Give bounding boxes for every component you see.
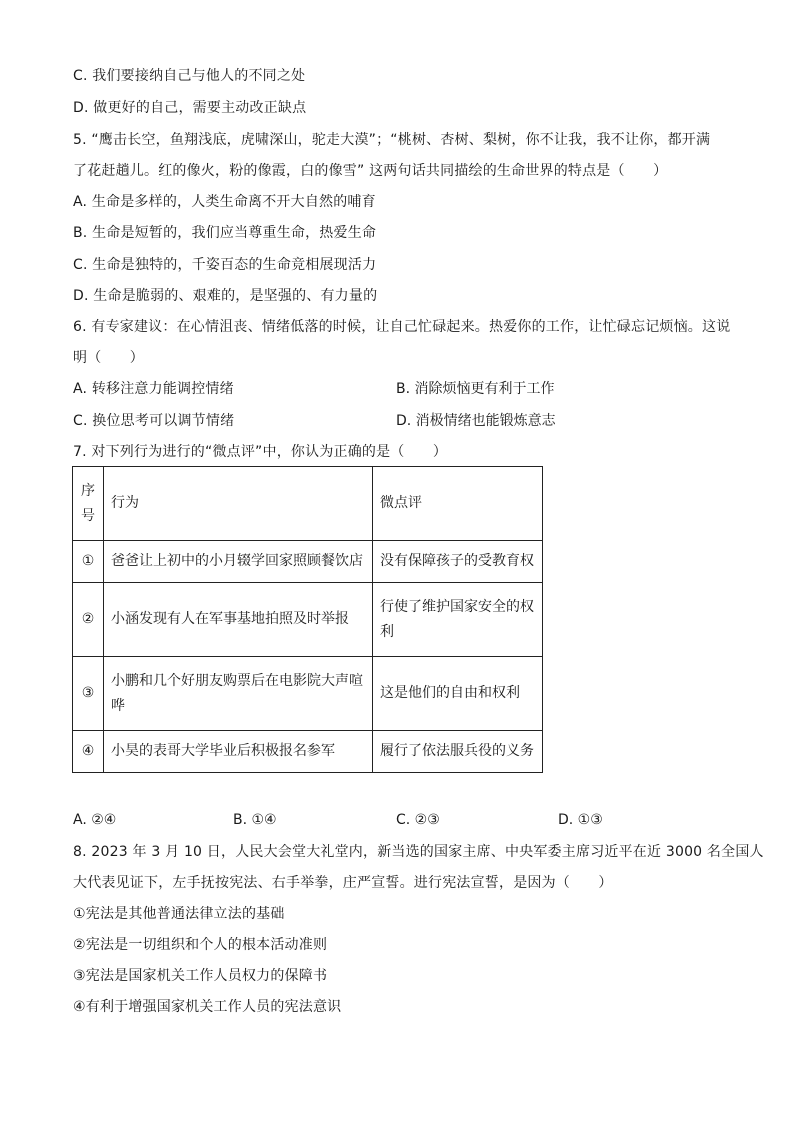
table-row <box>73 731 543 773</box>
q6-option-c: C. 换位思考可以调节情绪 <box>73 413 235 429</box>
q7-option-b: B. ①④ <box>233 812 277 828</box>
q5-option-d: D. 生命是脆弱的、艰难的，是坚强的、有力量的 <box>73 288 378 304</box>
row-comment: 行使了维护国家安全的权利 <box>373 583 543 657</box>
q7-option-c: C. ②③ <box>396 812 440 828</box>
q8-stem-line2: 大代表见证下，左手抚按宪法、右手举拳，庄严宣誓。进行宪法宣誓，是因为（ ） <box>73 875 613 891</box>
q8-stem-line1: 8. 2023 年 3 月 10 日，人民大会堂大礼堂内，新当选的国家主席、中央军委主席习近平在近 3000 名全国人 <box>73 844 764 860</box>
row-number: ④ <box>73 731 104 773</box>
q7-option-a: A. ②④ <box>73 812 117 828</box>
q5-option-b: B. 生命是短暂的，我们应当尊重生命，热爱生命 <box>73 225 377 241</box>
q8-item: ③宪法是国家机关工作人员权力的保障书 <box>73 968 328 984</box>
table-header-row <box>73 467 543 541</box>
q5-stem-line1: 5. “鹰击长空，鱼翔浅底，虎啸深山，驼走大漠”；“桃树、杏树、梨树，你不让我，我不让你，都开满 <box>73 132 711 148</box>
q8-item: ①宪法是其他普通法律立法的基础 <box>73 906 285 922</box>
header-comment: 微点评 <box>373 467 543 541</box>
q7-stem: 7. 对下列行为进行的“微点评”中，你认为正确的是（ ） <box>73 444 448 460</box>
row-behavior: 小昊的表哥大学毕业后积极报名参军 <box>104 731 373 773</box>
table-row <box>73 657 543 731</box>
q6-option-d: D. 消极情绪也能锻炼意志 <box>396 413 556 429</box>
header-behavior: 行为 <box>104 467 373 541</box>
table-row <box>73 583 543 657</box>
row-number: ③ <box>73 657 104 731</box>
q4-option-d: D. 做更好的自己，需要主动改正缺点 <box>73 100 307 116</box>
row-behavior: 小涵发现有人在军事基地拍照及时举报 <box>104 583 373 657</box>
q4-option-c: C. 我们要接纳自己与他人的不同之处 <box>73 68 306 84</box>
row-number: ① <box>73 541 104 583</box>
row-comment: 这是他们的自由和权利 <box>373 657 543 731</box>
q8-item: ④有利于增强国家机关工作人员的宪法意识 <box>73 999 342 1015</box>
q7-table <box>72 466 543 773</box>
q6-stem-line2: 明（ ） <box>73 350 144 366</box>
row-behavior: 爸爸让上初中的小月辍学回家照顾餐饮店 <box>104 541 373 583</box>
row-comment: 没有保障孩子的受教育权 <box>373 541 543 583</box>
q8-item: ②宪法是一切组织和个人的根本活动准则 <box>73 937 328 953</box>
q6-stem-line1: 6. 有专家建议：在心情沮丧、情绪低落的时候，让自己忙碌起来。热爱你的工作，让忙碌忘记烦恼。这说 <box>73 319 731 335</box>
row-behavior: 小鹏和几个好朋友购票后在电影院大声喧哗 <box>104 657 373 731</box>
row-comment: 履行了依法服兵役的义务 <box>373 731 543 773</box>
q5-option-a: A. 生命是多样的，人类生命离不开大自然的哺育 <box>73 194 376 210</box>
q6-option-b: B. 消除烦恼更有利于工作 <box>396 381 555 397</box>
q7-option-d: D. ①③ <box>558 812 603 828</box>
row-number: ② <box>73 583 104 657</box>
q5-option-c: C. 生命是独特的，千姿百态的生命竞相展现活力 <box>73 257 377 273</box>
q6-option-a: A. 转移注意力能调控情绪 <box>73 381 234 397</box>
header-number: 序号 <box>73 467 104 541</box>
table-row <box>73 541 543 583</box>
q5-stem-line2: 了花赶趟儿。红的像火，粉的像霞，白的像雪” 这两句话共同描绘的生命世界的特点是（ ） <box>73 163 668 179</box>
